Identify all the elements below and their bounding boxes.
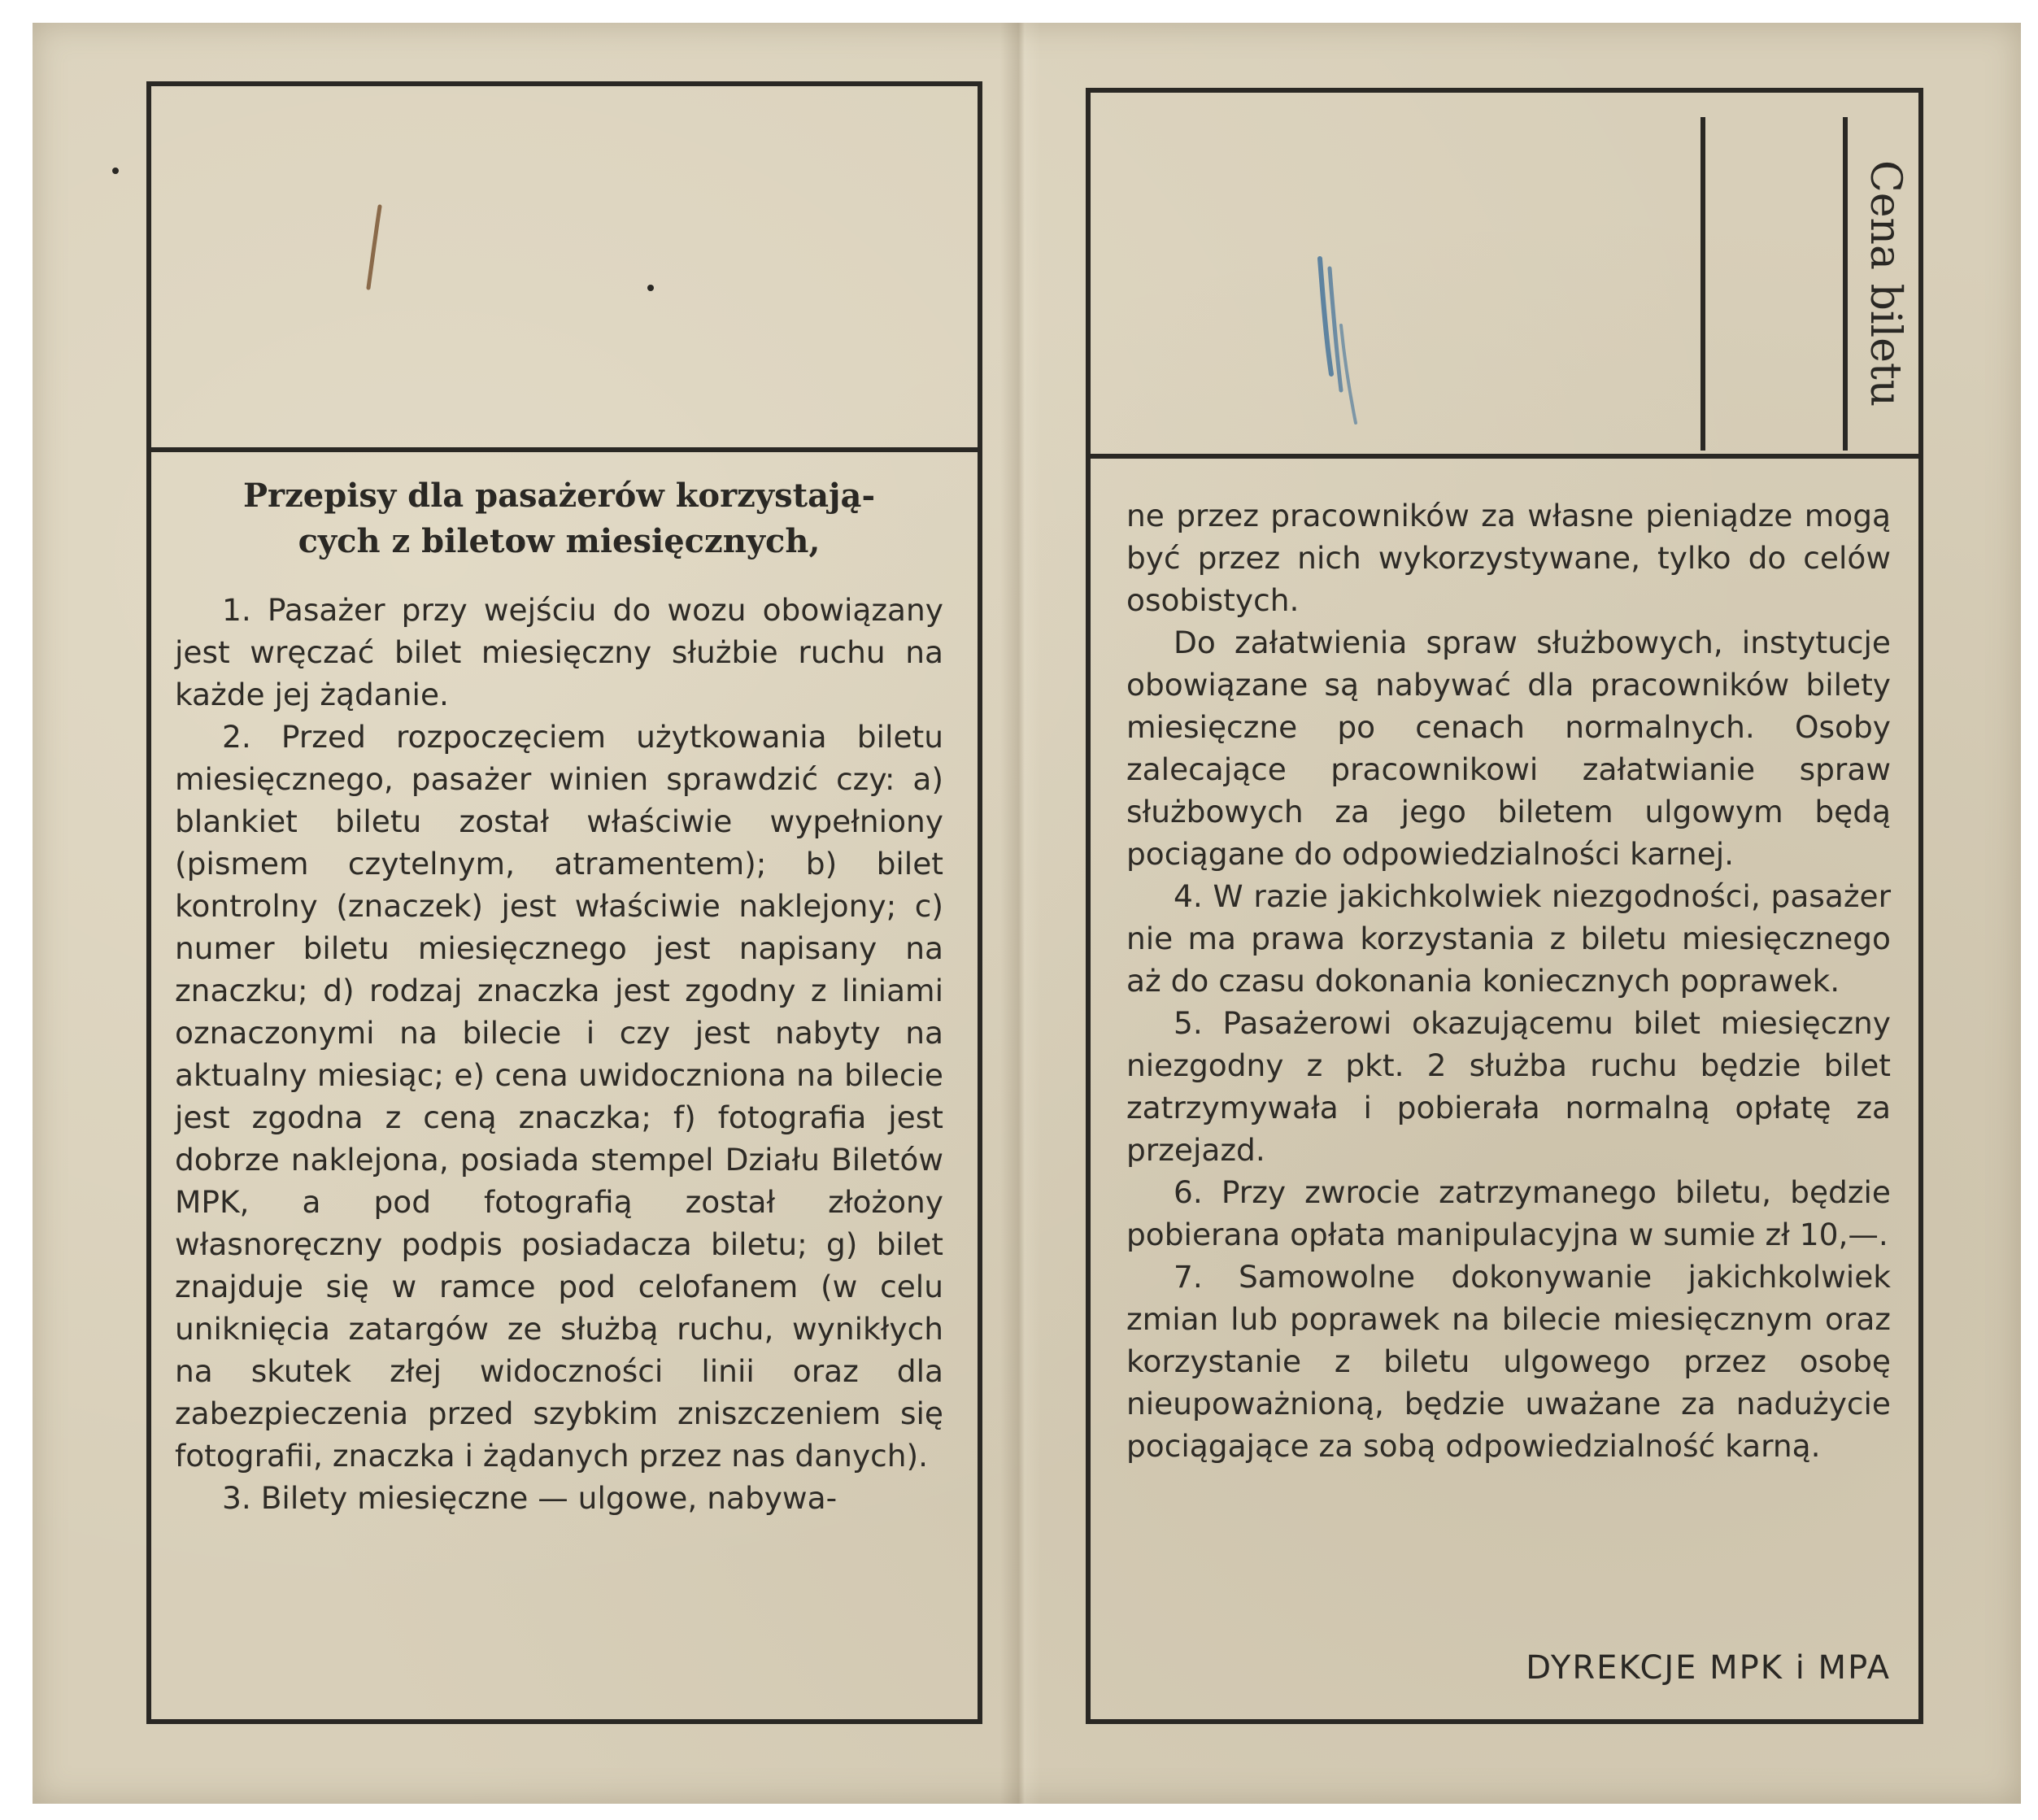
rule-3-start: 3. Bilety miesięczne — ulgowe, nabywa-	[222, 1480, 838, 1516]
rule-5: 5. Pasażerowi okazującemu bilet miesięczny niezgodny z pkt. 2 służba ruchu będzie bilet zatrzymywała i pobierała normalną opłatę za przejazd.	[1126, 1005, 1891, 1168]
rules-heading-line1: Przepisy dla pasażerów korzystają-	[242, 477, 876, 515]
left-rules-text	[175, 589, 943, 1519]
rule-6: 6. Przy zwrocie zatrzymanego biletu, będzie pobierana opłata manipulacyjna w sumie zł 10,—.	[1126, 1174, 1891, 1252]
blue-ink-mark	[1313, 252, 1362, 431]
right-panel-divider	[1091, 454, 1918, 459]
center-fold	[1000, 23, 1041, 1804]
pencil-mark	[362, 203, 386, 293]
right-rules-text	[1126, 494, 1891, 1467]
rule-3-continued: ne przez pracowników za własne pieniądze mogą być przez nich wykorzystywane, tylko do celów osobistych.	[1126, 498, 1891, 618]
price-label: Cena biletu	[1861, 160, 1910, 407]
signature: DYREKCJE MPK i MPA	[1526, 1649, 1891, 1687]
ink-dot	[647, 285, 654, 291]
rule-7: 7. Samowolne dokonywanie jakichkolwiek zmian lub poprawek na bilecie miesięcznym oraz korzystanie z biletu ulgowego przez osobę nieupoważnioną, będzie uważane za nadużycie pociągające za sobą odpowiedzialność karną.	[1126, 1259, 1891, 1464]
price-box-line-outer	[1843, 117, 1848, 451]
rule-1: 1. Pasażer przy wejściu do wozu obowiązany jest wręczać bilet miesięczny służbie ruchu na każde jej żądanie.	[175, 592, 943, 712]
rules-heading-line2: cych z biletow miesięcznych,	[298, 522, 821, 560]
rule-3b: Do załatwienia spraw służbowych, instytucje obowiązane są nabywać dla pracowników bilety miesięczne po cenach normalnych. Osoby zalecające pracownikowi załatwianie spraw służbowych za jego biletem ulgowym będą pociągane do odpowiedzialności karnej.	[1126, 625, 1891, 872]
rule-4: 4. W razie jakichkolwiek niezgodności, pasażer nie ma prawa korzystania z biletu miesięcznego aż do czasu dokonania koniecznych poprawek.	[1126, 878, 1891, 999]
rule-2: 2. Przed rozpoczęciem użytkowania biletu miesięcznego, pasażer winien sprawdzić czy: a) blankiet biletu został właściwie wypełniony (pismem czytelnym, atramentem); b) bilet kontrolny (znaczek) jest właściwie naklejony; c) numer biletu miesięcznego jest napisany na znaczku; d) rodzaj znaczka jest zgodny z liniami oznaczonymi na bilecie i czy jest nabyty na aktualny miesiąc; e) cena uwidoczniona na bilecie jest zgodna z ceną znaczka; f) fotografia jest dobrze naklejona, posiada stempel Działu Biletów MPK, a pod fotografią został złożony własnoręczny podpis posiadacza biletu; g) bilet znajduje się w ramce pod celofanem (w celu uniknięcia zatargów ze służbą ruchu, wynikłych na skutek złej widoczności linii oraz dla zabezpieczenia przed szybkim zniszczeniem się fotografii, znaczka i żądanych przez nas danych).	[175, 719, 943, 1474]
left-panel-divider	[151, 447, 978, 452]
price-box-line-inner	[1701, 117, 1705, 451]
rules-heading	[175, 473, 943, 564]
ink-dot	[112, 168, 119, 174]
